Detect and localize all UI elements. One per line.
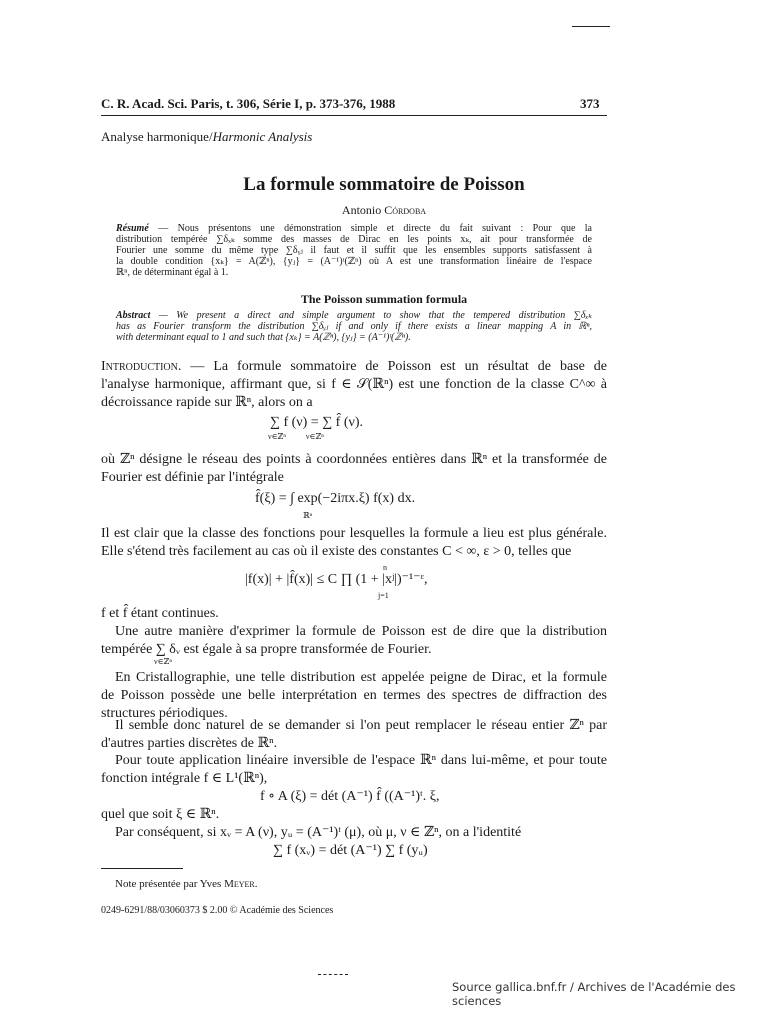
equation-linear-map: f ∘ A (ξ) = dét (A⁻¹) f̂ ((A⁻¹)ᵗ. ξ, <box>260 789 440 804</box>
abstract-block <box>116 310 592 343</box>
equation-identity: ∑ f (xᵥ) = dét (A⁻¹) ∑ f (yᵤ) <box>273 843 428 858</box>
equation-fourier-domain: ℝⁿ <box>303 511 313 520</box>
abstract-label: Abstract <box>116 310 151 321</box>
resume-line-4: la double condition {xₖ} = A(ℤⁿ), {yⱼ} = (A⁻¹)ᵗ(ℤⁿ) où A est une transformation linéaire de l'espace <box>116 256 592 267</box>
for-all-xi-line: quel que soit ξ ∈ ℝⁿ. <box>101 807 220 822</box>
resume-line-3: Fourier une somme du même type ∑δᵧⱼ il faut et il suffit que les ensembles supports satisfassent à <box>116 245 592 256</box>
class-line-2: Elle s'étend très facilement au cas où il existe des constantes C < ∞, ε > 0, telles que <box>101 544 572 559</box>
author-first-name: Antonio <box>341 203 385 217</box>
distribution-line-1: Une autre manière d'exprimer la formule de Poisson est de dire que la distribution <box>115 624 607 639</box>
resume-label: Résumé <box>116 223 149 234</box>
page-number: 373 <box>580 96 600 111</box>
continuity-line: f et f̂ étant continues. <box>101 606 219 621</box>
abstract-line-2: has as Fourier transform the distribution ∑δᵧⱼ if and only if there exists a linear mapping A in ℝⁿ, <box>116 321 592 332</box>
crystallography-paragraph <box>101 669 607 723</box>
equation-poisson-sum: ∑ f (ν) = ∑ f̂ (ν). <box>270 415 363 430</box>
footnote-note: Note présentée par Yves Meyer. <box>115 878 258 890</box>
footnote-code: 0249-6291/88/03060373 $ 2.00 © Académie des Sciences <box>101 905 334 916</box>
source-attribution: Source gallica.bnf.fr / Archives de l'Académie des sciences <box>452 980 736 1008</box>
intro-line-3: décroissance rapide sur ℝⁿ, alors on a <box>101 395 313 410</box>
class-line-1: Il est clair que la classe des fonctions pour lesquelles la formule a lieu est plus générale. <box>101 526 607 541</box>
linear-map-paragraph <box>101 752 607 788</box>
intro-label: Introduction. <box>101 359 182 374</box>
linear-map-line-1: Pour toute application linéaire inversible de l'espace ℝⁿ dans lui-même, et pour toute <box>115 753 607 768</box>
lattice-paragraph <box>101 451 607 487</box>
resume-block <box>116 223 592 278</box>
lattice-line-1: où ℤⁿ désigne le réseau des points à coordonnées entières dans ℝⁿ et la transformée de <box>101 452 607 467</box>
resume-line-1: Résumé — Nous présentons une démonstration simple et directe du fait suivant : Pour que la <box>116 223 592 234</box>
equation-product-top: n <box>383 563 387 572</box>
resume-line-5: ℝⁿ, de déterminant égal à 1. <box>116 267 229 278</box>
top-corner-rule <box>572 26 610 27</box>
distribution-line-2: tempérée ∑ δᵥ est égale à sa propre transformée de Fourier. <box>101 642 432 657</box>
crystallography-line-1: En Cristallographie, une telle distribution est appelée peigne de Dirac, et la formule <box>115 670 607 685</box>
abstract-line-1: Abstract — We present a direct and simple argument to show that the tempered distribution ∑δₓₖ <box>116 310 593 321</box>
section-heading <box>101 129 312 145</box>
class-paragraph <box>101 525 607 561</box>
equation-fourier-transform: f̂(ξ) = ∫ exp(−2iπx.ξ) f(x) dx. <box>255 491 416 506</box>
paper-title: La formule sommatoire de Poisson <box>243 174 525 195</box>
intro-line-2: l'analyse harmonique, affirmant que, si f ∈ 𝒮(ℝⁿ) est une fonction de la classe C^∞ à <box>101 377 607 392</box>
crystallography-line-2: de Poisson possède une belle interprétation en termes des spectres de diffraction des <box>101 688 607 703</box>
section-en: Harmonic Analysis <box>212 129 313 144</box>
intro-paragraph <box>101 358 607 412</box>
replace-lattice-line-1: Il semble donc naturel de se demander si l'on peut remplacer le réseau entier ℤⁿ par <box>115 718 607 733</box>
replace-lattice-paragraph <box>101 717 607 753</box>
abstract-line-3: with determinant equal to 1 and such that {xₖ} = A(ℤⁿ), {yⱼ} = (A⁻¹)ᵗ(ℤⁿ). <box>116 332 411 343</box>
journal-citation: C. R. Acad. Sci. Paris, t. 306, Série I, p. 373-376, 1988 <box>101 96 396 111</box>
header-rule <box>101 115 607 116</box>
equation-poisson-sum-subscripts: ν∈ℤⁿ ν∈ℤⁿ <box>268 432 324 441</box>
bottom-dash-mark <box>318 974 348 975</box>
resume-line-2: distribution tempérée ∑δₓₖ somme des masses de Dirac en les points xₖ, ait pour transformée de <box>116 234 592 245</box>
equation-product-sub: j=1 <box>378 591 389 600</box>
crystallography-line-3: structures périodiques. <box>101 706 228 721</box>
linear-map-line-2: fonction intégrale f ∈ L¹(ℝⁿ), <box>101 771 268 786</box>
equation-decay-bound: |f(x)| + |f̂(x)| ≤ C ∏ (1 + |xʲ|)⁻¹⁻ᵋ, <box>245 572 428 587</box>
distribution-sum-subscript: ν∈ℤⁿ <box>154 657 172 666</box>
distribution-paragraph <box>101 623 607 659</box>
intro-line-1: Introduction. — La formule sommatoire de Poisson est un résultat de base de <box>101 359 607 374</box>
english-title: The Poisson summation formula <box>300 292 468 306</box>
consequence-line: Par conséquent, si xᵥ = A (ν), yᵤ = (A⁻¹)ᵗ (μ), où μ, ν ∈ ℤⁿ, on a l'identité <box>115 825 522 840</box>
author-last-name: Córdoba <box>384 203 427 217</box>
footnote-presenter: Meyer. <box>224 878 258 890</box>
footnote-rule <box>101 868 183 869</box>
author <box>0 203 768 218</box>
section-fr: Analyse harmonique/ <box>101 129 213 144</box>
lattice-line-2: Fourier est définie par l'intégrale <box>101 470 284 485</box>
replace-lattice-line-2: d'autres parties discrètes de ℝⁿ. <box>101 736 278 751</box>
